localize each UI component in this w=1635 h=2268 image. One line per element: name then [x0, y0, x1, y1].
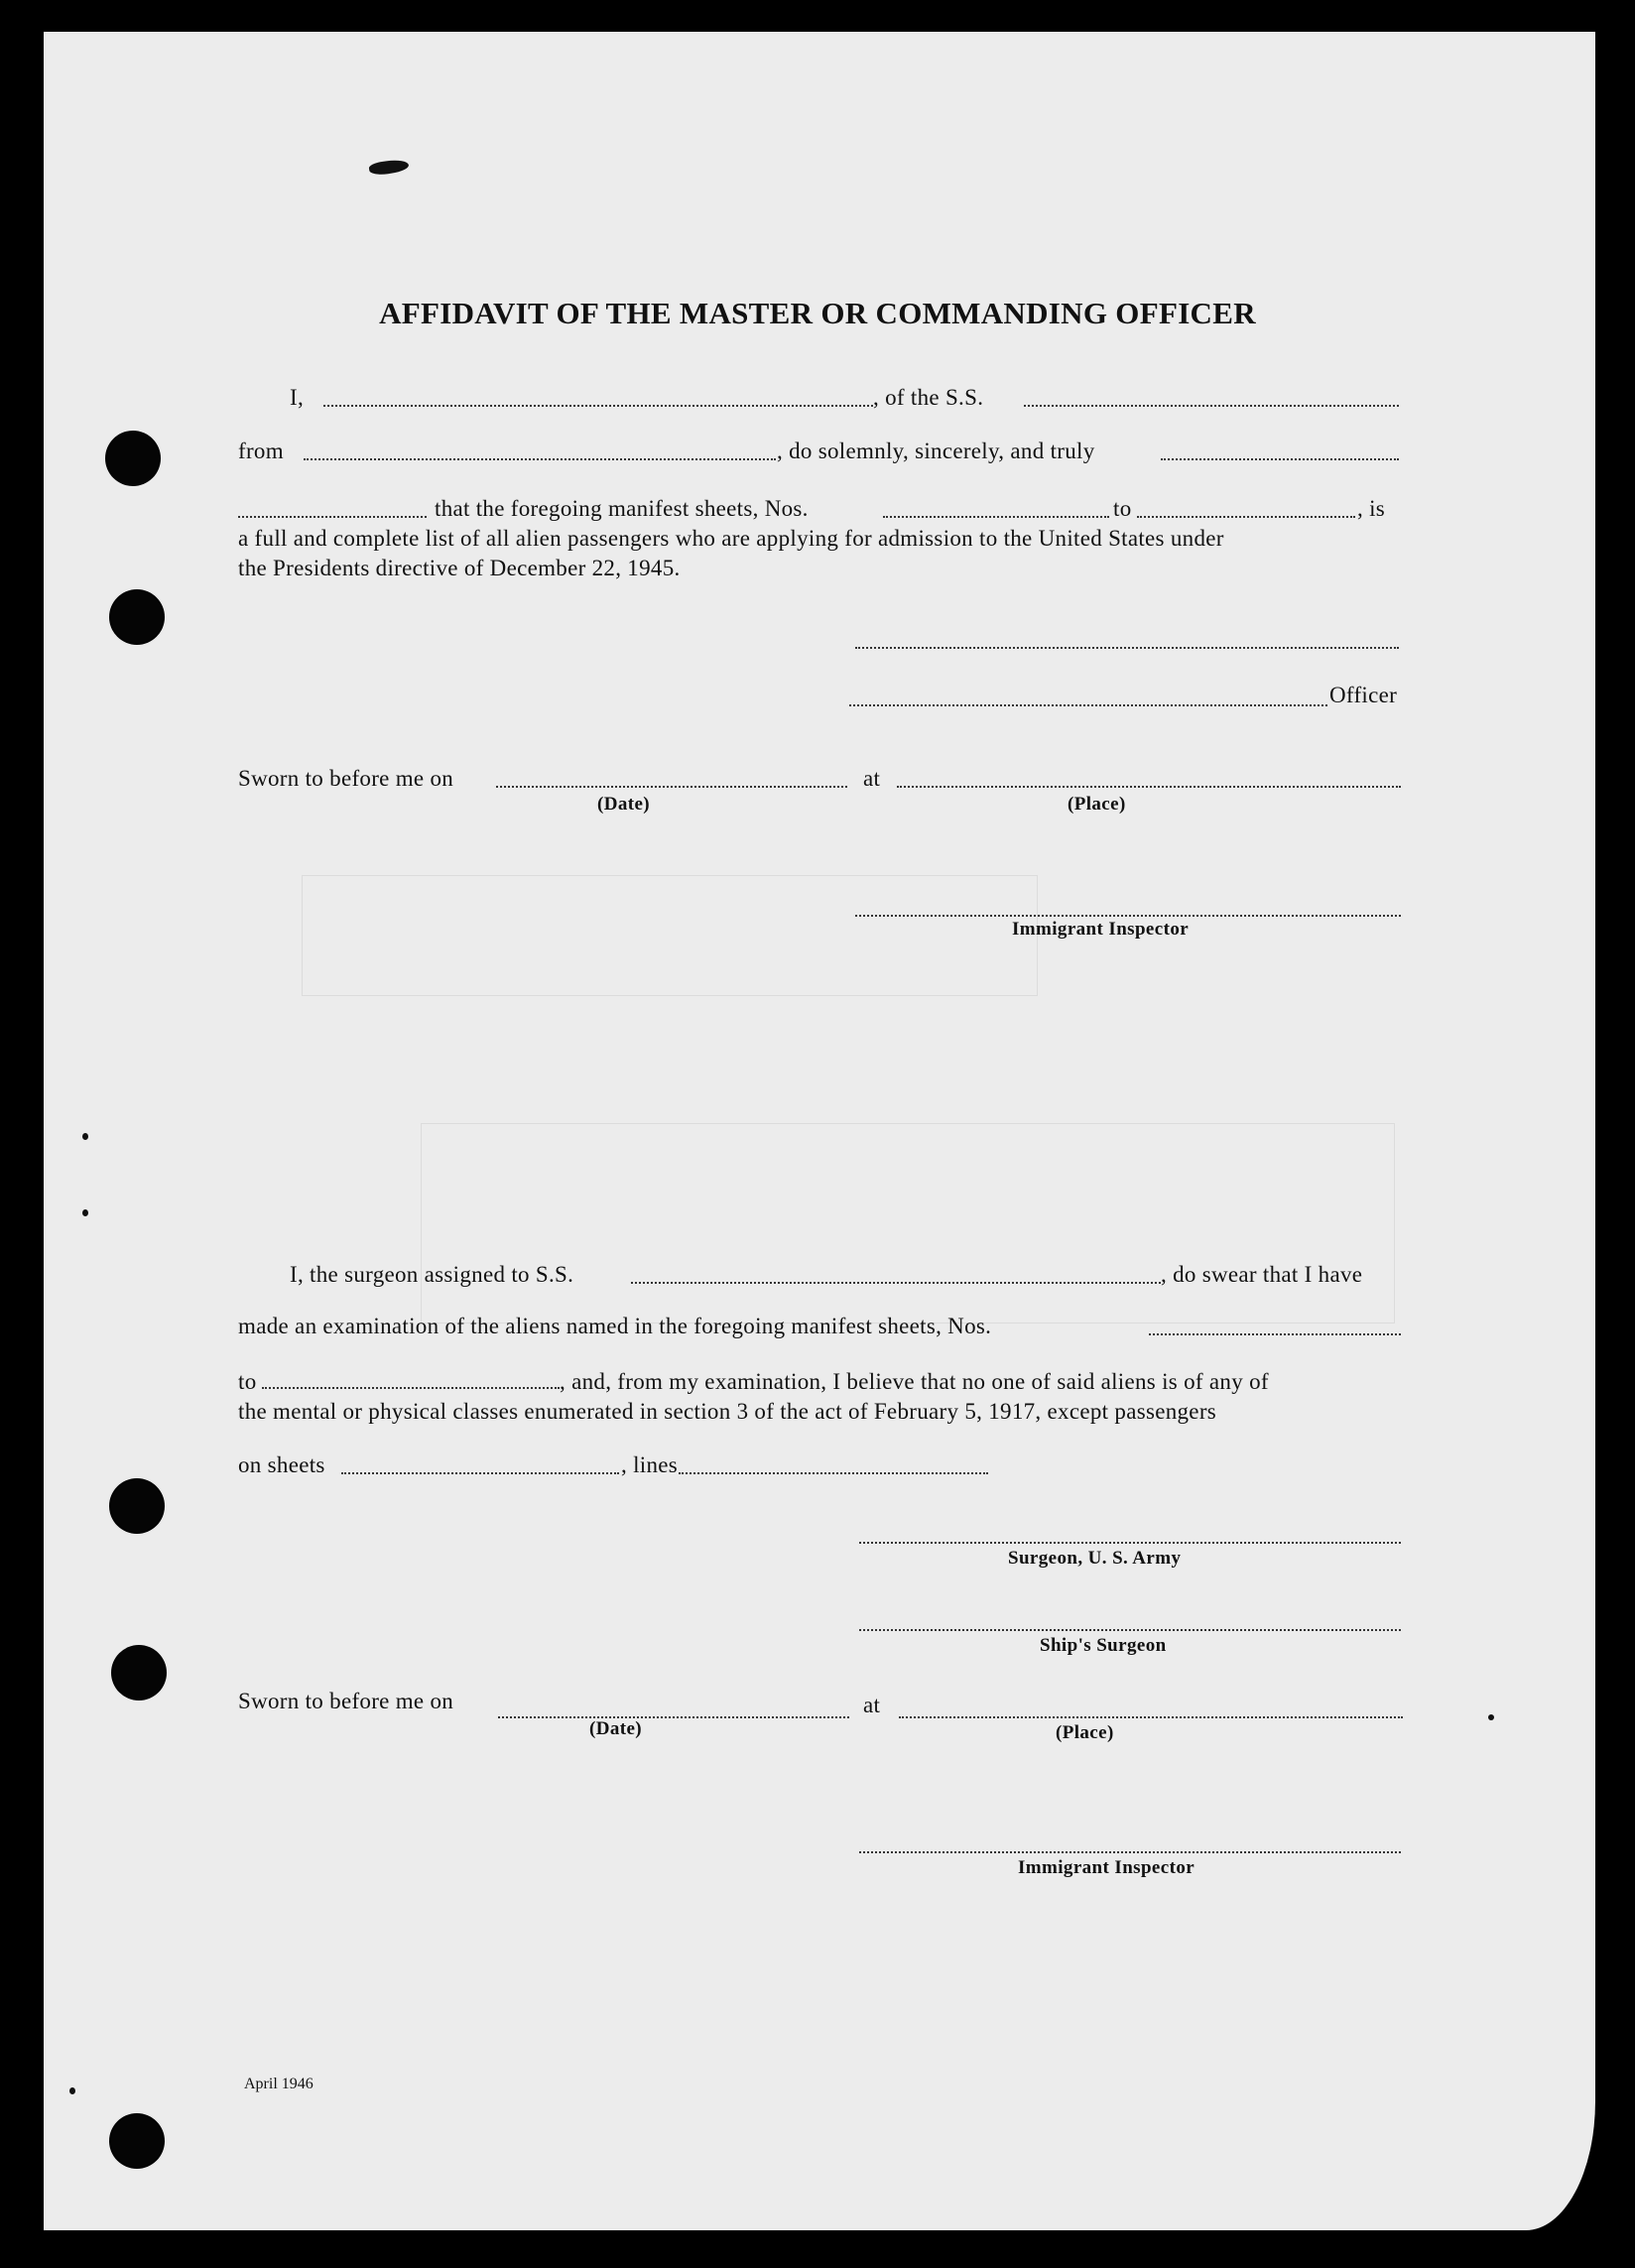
show-through-box: [421, 1123, 1395, 1323]
excepted-sheets-field[interactable]: [341, 1472, 619, 1474]
army-surgeon-signature-field[interactable]: [859, 1542, 1401, 1544]
ship-name-field[interactable]: [1024, 405, 1399, 407]
binder-hole: [109, 2113, 165, 2169]
surgeon-sworn-label: Sworn to before me on: [238, 1689, 454, 1713]
place-caption: (Place): [1068, 794, 1126, 815]
swear-text: , do solemnly, sincerely, and truly: [777, 439, 1095, 463]
master-name-field[interactable]: [323, 405, 873, 407]
surgeon-line-1-end: , do swear that I have: [1161, 1262, 1363, 1287]
surgeon-place-caption: (Place): [1056, 1722, 1114, 1743]
date-caption: (Date): [597, 794, 651, 815]
statement-line-4: a full and complete list of all alien passengers who are applying for admission to the United States under: [238, 526, 1224, 551]
surgeon-line-1: I, the surgeon assigned to S.S.: [290, 1262, 574, 1287]
from-port-field[interactable]: [304, 458, 776, 460]
binder-hole: [109, 1478, 165, 1534]
surgeon-sworn-place-field[interactable]: [899, 1716, 1403, 1718]
binder-hole: [109, 589, 165, 645]
oath-verb-field-continued[interactable]: [238, 516, 427, 518]
sheets-label: on sheets: [238, 1452, 325, 1477]
speck: [1488, 1714, 1494, 1720]
surgeon-at-label: at: [863, 1693, 881, 1717]
surgeon-line-2: made an examination of the aliens named in the foregoing manifest sheets, Nos.: [238, 1314, 992, 1338]
inspector-caption: Immigrant Inspector: [1012, 919, 1190, 940]
at-label: at: [863, 766, 881, 791]
surgeon-sworn-date-field[interactable]: [498, 1716, 849, 1718]
surgeon-date-caption: (Date): [589, 1718, 643, 1739]
manifest-text: that the foregoing manifest sheets, Nos.: [435, 496, 809, 521]
i-label: I,: [290, 385, 305, 410]
sheet-to-field[interactable]: [1137, 516, 1355, 518]
surgeon-inspector-caption: Immigrant Inspector: [1018, 1857, 1195, 1878]
master-signature-field[interactable]: [855, 647, 1399, 649]
binder-hole: [105, 431, 161, 486]
surgeon-ship-field[interactable]: [631, 1282, 1161, 1284]
surgeon-to-label: to: [238, 1369, 257, 1394]
speck: [69, 2087, 75, 2094]
show-through-box: [302, 875, 1038, 996]
statement-line-5: the Presidents directive of December 22, 1945.: [238, 556, 681, 580]
officer-label: Officer: [1329, 683, 1398, 707]
surgeon-sheet-to-field[interactable]: [262, 1387, 560, 1389]
sworn-date-field[interactable]: [496, 786, 847, 788]
ship-surgeon-signature-field[interactable]: [859, 1629, 1401, 1631]
surgeon-sheet-from-field[interactable]: [1149, 1333, 1401, 1335]
ship-label: , of the S.S.: [873, 385, 984, 410]
is-label: , is: [1357, 496, 1386, 521]
surgeon-line-4: the mental or physical classes enumerated in section 3 of the act of February 5, 1917, except passengers: [238, 1399, 1217, 1424]
from-label: from: [238, 439, 284, 463]
binder-hole: [111, 1645, 167, 1701]
officer-signature-field[interactable]: [849, 704, 1327, 706]
sheet-from-field[interactable]: [883, 516, 1109, 518]
army-surgeon-caption: Surgeon, U. S. Army: [1008, 1548, 1182, 1569]
to-label: to: [1113, 496, 1132, 521]
form-date: April 1946: [244, 2076, 314, 2092]
excepted-lines-field[interactable]: [679, 1472, 988, 1474]
lines-label: , lines: [621, 1452, 679, 1477]
oath-verb-field[interactable]: [1161, 458, 1399, 460]
sworn-place-field[interactable]: [897, 786, 1401, 788]
surgeon-inspector-signature-field[interactable]: [859, 1851, 1401, 1853]
inspector-signature-field[interactable]: [855, 915, 1401, 917]
ship-surgeon-caption: Ship's Surgeon: [1040, 1635, 1167, 1656]
sworn-label: Sworn to before me on: [238, 766, 454, 791]
speck: [82, 1209, 88, 1216]
page-title: AFFIDAVIT OF THE MASTER OR COMMANDING OFFICER: [379, 296, 1256, 330]
speck: [82, 1133, 88, 1140]
form-sheet: [44, 32, 1595, 2230]
surgeon-line-3: , and, from my examination, I believe that no one of said aliens is of any of: [560, 1369, 1269, 1394]
